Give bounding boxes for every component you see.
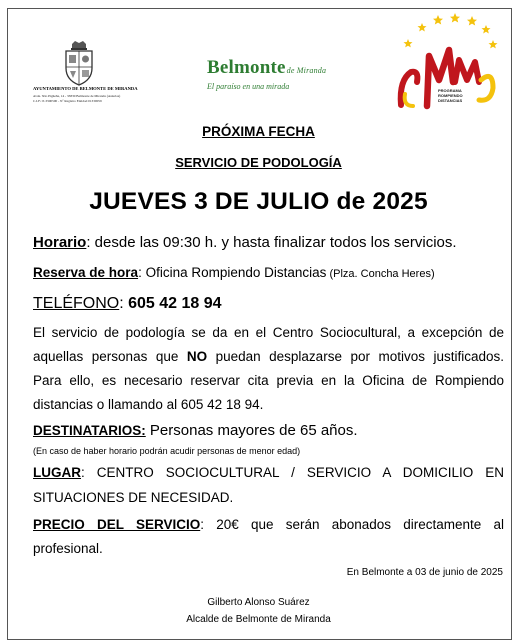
paragraph-line-1: El servicio de podología se da en el Centro Sociocultural, a excepción de (33, 325, 504, 340)
title-date: JUEVES 3 DE JULIO de 2025 (89, 188, 428, 215)
reserva-line (33, 265, 435, 280)
reserva-small: (Plza. Concha Heres) (326, 268, 435, 280)
horario-text: : desde las 09:30 h. y hasta finalizar todos los servicios. (86, 234, 457, 251)
rmd-label-1: PROGRAMA (438, 88, 462, 93)
paragraph-line-3: Para ello, es necesario reservar cita previa en la Oficina de Rompiendo (33, 373, 504, 388)
belmonte-slogan: El paraíso en una mirada (207, 82, 290, 91)
horario-label: Horario (33, 234, 87, 251)
telefono-colon: : (119, 295, 129, 312)
lugar-text-1: : CENTRO SOCIOCULTURAL / SERVICIO A DOMICILIO EN (81, 465, 504, 480)
paragraph-line-2c: puedan desplazarse por motivos justificados. (207, 349, 505, 364)
letterhead (0, 0, 517, 115)
precio-text-1: : 20€ que serán abonados directamente al (200, 517, 504, 532)
title-next-date (0, 124, 517, 139)
telefono-line (33, 295, 222, 313)
title-service-text: SERVICIO DE PODOLOGÍA (175, 155, 342, 170)
lugar-line-2: SITUACIONES DE NECESIDAD. (33, 490, 234, 505)
coat-of-arms-icon (62, 40, 96, 86)
title-next-date-text: PRÓXIMA FECHA (202, 124, 315, 139)
destinatarios-note: (En caso de haber horario podrán acudir personas de menor edad) (33, 446, 301, 456)
lugar-label: LUGAR (33, 465, 81, 480)
destinatarios-text: Personas mayores de 65 años. (145, 422, 358, 439)
ayuntamiento-address: Avda. 'Río Pigüeña, 14 - 33830 Belmonte de Miranda (Asturias) (33, 94, 121, 98)
reserva-text: : Oficina Rompiendo Distancias (138, 265, 327, 280)
ayuntamiento-title: AYUNTAMIENTO DE BELMONTE DE MIRANDA (33, 86, 138, 91)
telefono-number: 605 42 18 94 (128, 295, 222, 312)
paragraph-line-2a: aquellas personas que (33, 349, 187, 364)
paragraph-line-4: distancias o llamando al 605 42 18 94. (33, 397, 264, 412)
paragraph-no: NO (186, 349, 208, 364)
title-service (0, 155, 517, 170)
rmd-label-2: ROMPIENDO (438, 93, 463, 98)
precio-label: PRECIO DEL SERVICIO (33, 517, 201, 532)
telefono-label: TELÉFONO (33, 295, 120, 312)
footer-signer: Gilberto Alonso Suárez (207, 597, 310, 608)
reserva-label: Reserva de hora (33, 265, 139, 280)
lugar-line-1 (33, 465, 504, 480)
paragraph-line-2 (33, 349, 504, 364)
footer-signer-role: Alcalde de Belmonte de Miranda (186, 614, 331, 625)
rmd-label-3: DISTANCIAS (438, 98, 463, 103)
ayuntamiento-ids: C.I.F.: P-3300500 - Nº Registro Entidad 01330059 (33, 99, 102, 103)
destinatarios-line (33, 422, 358, 439)
horario-line (33, 234, 457, 251)
belmonte-logo (207, 57, 326, 79)
precio-line-1 (33, 517, 504, 532)
belmonte-logo-text: Belmonte (207, 57, 286, 78)
destinatarios-label: DESTINATARIOS: (33, 423, 146, 438)
footer-date-place: En Belmonte a 03 de junio de 2025 (346, 567, 503, 578)
belmonte-logo-script: de Miranda (286, 66, 327, 75)
precio-line-2: profesional. (33, 541, 103, 556)
